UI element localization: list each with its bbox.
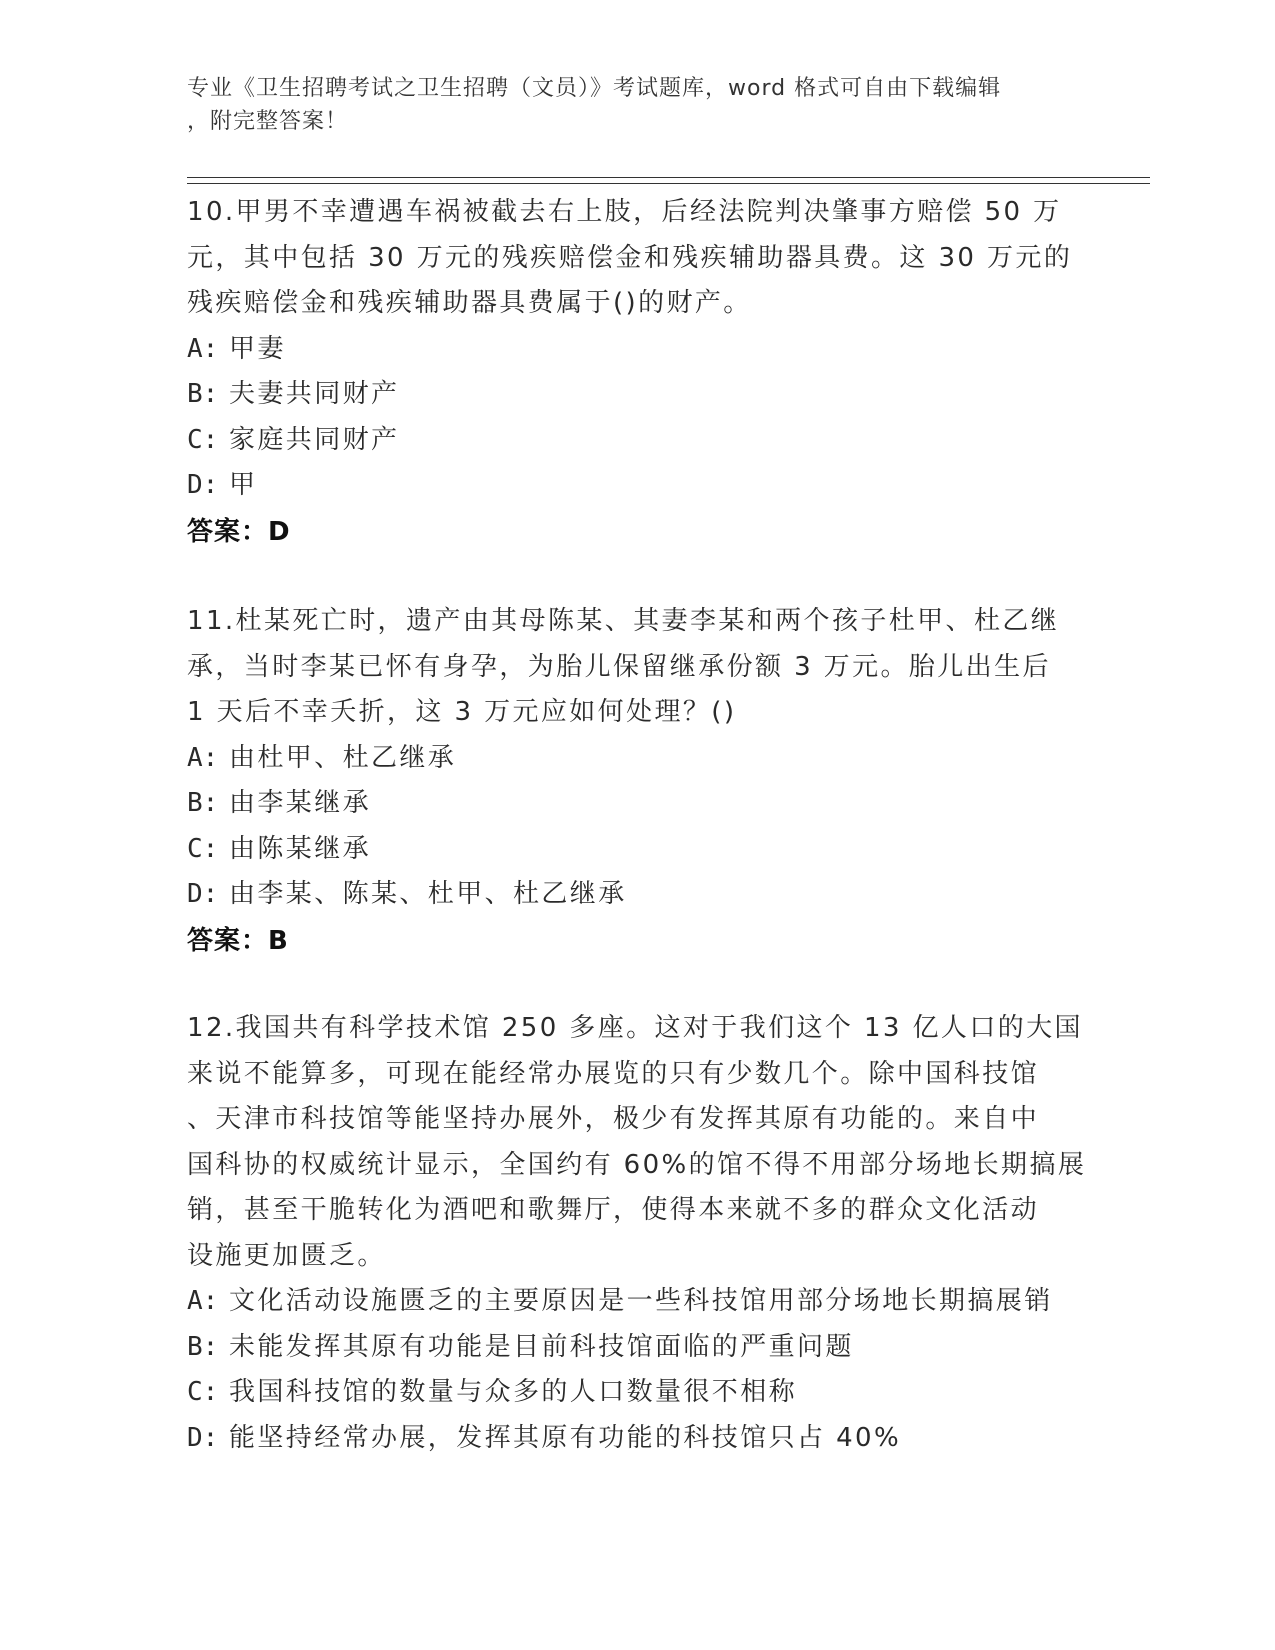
option-text: 未能发挥其原有功能是目前科技馆面临的严重问题: [229, 1331, 854, 1362]
option-d: [187, 463, 1087, 509]
question-stem-line: 国科协的权威统计显示，全国约有 60%的馆不得不用部分场地长期搞展: [187, 1149, 1087, 1180]
question-stem-line: 元，其中包括 30 万元的残疾赔偿金和残疾辅助器具费。这 30 万元的: [187, 242, 1073, 273]
option-text: 甲妻: [229, 333, 286, 364]
option-letter: B:: [187, 379, 219, 409]
option-letter: B:: [187, 788, 219, 818]
option-text: 由杜甲、杜乙继承: [229, 742, 457, 773]
question-stem-line: 1 天后不幸夭折，这 3 万元应如何处理？(): [187, 697, 737, 727]
option-d: [187, 872, 1087, 918]
header-divider-top: [187, 177, 1150, 178]
header-divider-bottom: [187, 183, 1150, 184]
question-stem-line: 、天津市科技馆等能坚持办展外，极少有发挥其原有功能的。来自中: [187, 1104, 1040, 1134]
answer-label: 答案：B: [187, 925, 289, 956]
header-line: 专业《卫生招聘考试之卫生招聘（文员）》考试题库，word 格式可自由下载编辑: [187, 76, 1002, 101]
question-12: [187, 1006, 1087, 1461]
answer-label: 答案：D: [187, 516, 291, 547]
option-text: 夫妻共同财产: [229, 379, 400, 409]
option-text: 由李某、陈某、杜甲、杜乙继承: [229, 879, 627, 909]
question-stem-line: 来说不能算多，可现在能经常办展览的只有少数几个。除中国科技馆: [187, 1058, 1040, 1089]
option-c: [187, 827, 1087, 873]
option-text: 由李某继承: [229, 788, 372, 818]
option-d: [187, 1416, 1087, 1462]
option-text: 由陈某继承: [229, 833, 372, 864]
option-text: 家庭共同财产: [229, 424, 400, 455]
option-b: [187, 1325, 1087, 1371]
header-line: ，附完整答案！: [187, 109, 349, 134]
option-letter: A:: [187, 333, 219, 364]
option-a: [187, 736, 1087, 782]
option-letter: C:: [187, 424, 219, 455]
question-stem-line: 销，甚至干脆转化为酒吧和歌舞厅，使得本来就不多的群众文化活动: [187, 1195, 1040, 1225]
option-a: [187, 327, 1087, 373]
option-letter: D:: [187, 879, 219, 909]
option-text: 能坚持经常办展，发挥其原有功能的科技馆只占 40%: [229, 1422, 902, 1453]
question-stem-line: 11.杜某死亡时，遗产由其母陈某、其妻李某和两个孩子杜甲、杜乙继: [187, 606, 1060, 636]
question-10: [187, 190, 1087, 555]
option-letter: C:: [187, 1377, 219, 1407]
question-stem-line: 设施更加匮乏。: [187, 1240, 386, 1271]
option-letter: C:: [187, 833, 219, 864]
option-c: [187, 1370, 1087, 1416]
option-b: [187, 781, 1087, 827]
question-stem-line: 10.甲男不幸遭遇车祸被截去右上肢，后经法院判决肇事方赔偿 50 万: [187, 197, 1062, 227]
option-letter: B:: [187, 1331, 219, 1362]
document-header: [187, 72, 1067, 138]
question-stem-line: 承，当时李某已怀有身孕，为胎儿保留继承份额 3 万元。胎儿出生后: [187, 651, 1051, 682]
question-stem-line: 12.我国共有科学技术馆 250 多座。这对于我们这个 13 亿人口的大国: [187, 1013, 1083, 1043]
option-text: 甲: [229, 470, 258, 500]
question-11: [187, 599, 1087, 964]
option-letter: D:: [187, 470, 219, 500]
option-a: [187, 1279, 1087, 1325]
option-b: [187, 372, 1087, 418]
option-c: [187, 418, 1087, 464]
option-letter: A:: [187, 1286, 219, 1316]
option-text: 文化活动设施匮乏的主要原因是一些科技馆用部分场地长期搞展销: [229, 1286, 1053, 1316]
option-letter: A:: [187, 742, 219, 773]
question-stem-line: 残疾赔偿金和残疾辅助器具费属于()的财产。: [187, 288, 752, 318]
option-text: 我国科技馆的数量与众多的人口数量很不相称: [229, 1377, 798, 1407]
option-letter: D:: [187, 1422, 219, 1453]
